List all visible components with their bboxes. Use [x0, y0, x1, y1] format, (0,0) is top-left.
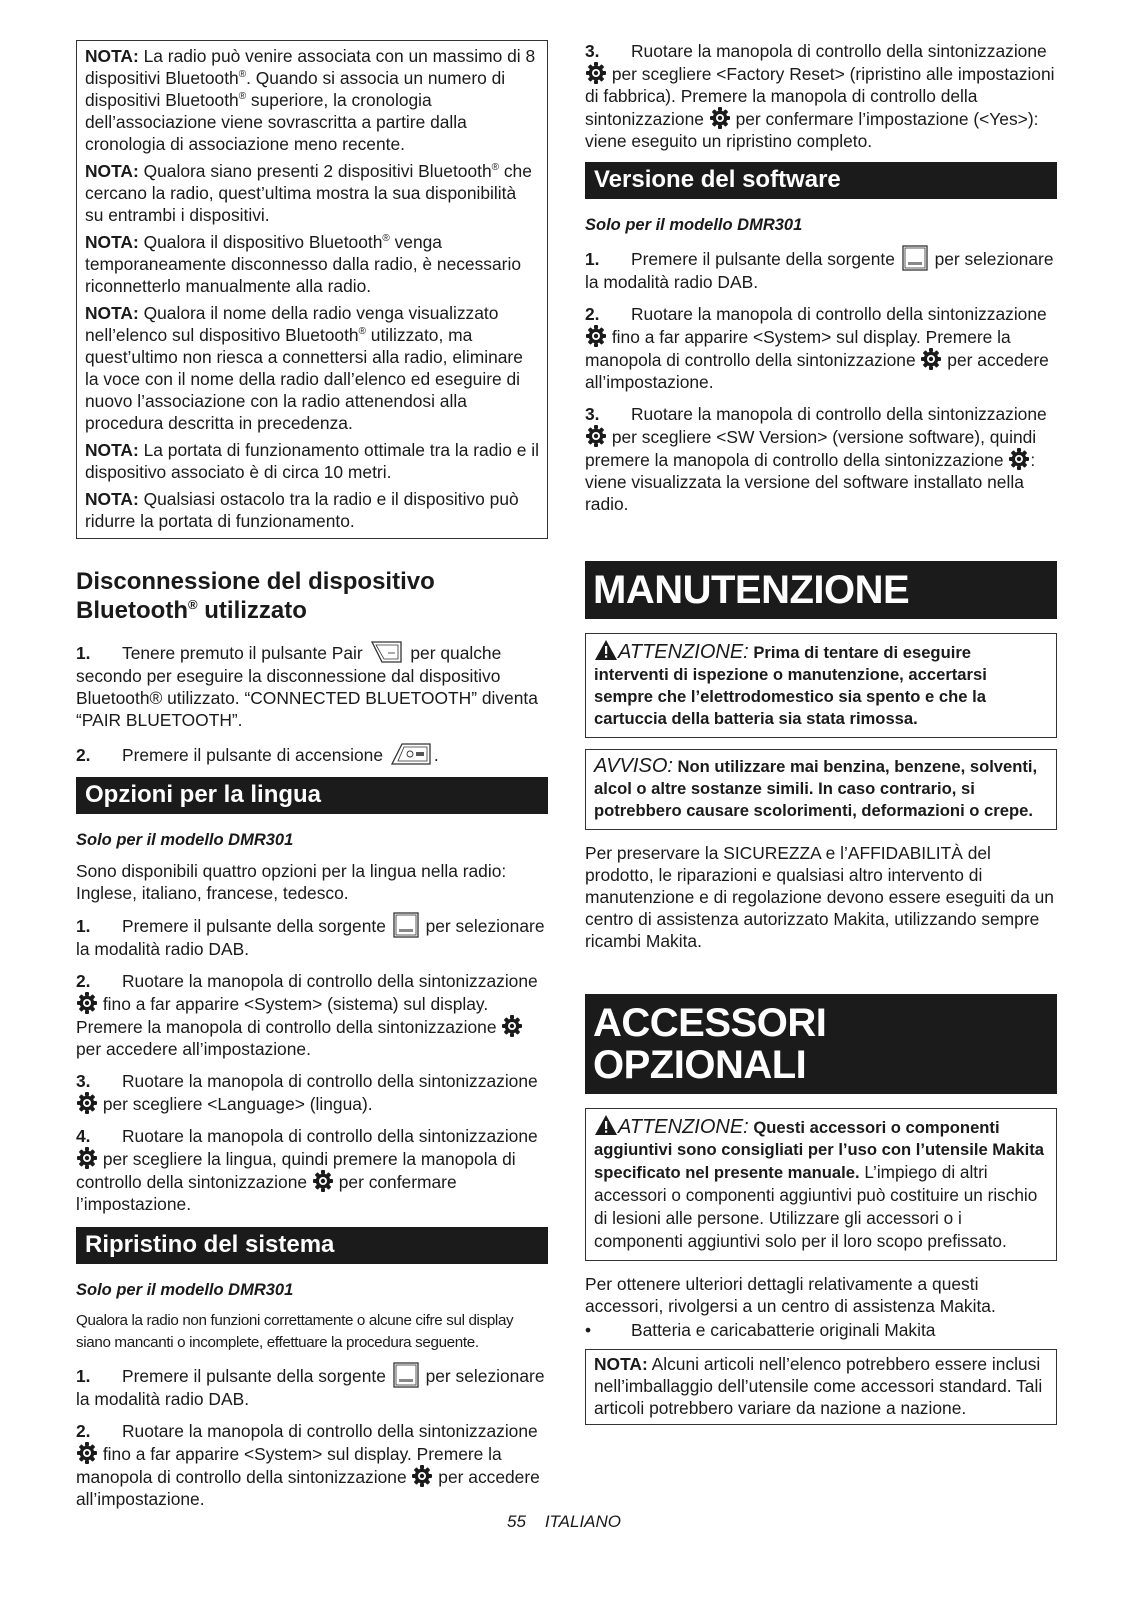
maintenance-body: Per preservare la SICUREZZA e l’AFFIDABILITÀ del prodotto, le riparazioni e qualsiasi altro intervento di manutenzione e di regolazione devono essere eseguiti da un centro di assistenza autorizzato Makita, utilizzando sempre ricambi Makita.	[585, 843, 1054, 951]
disconnect-step-1: 1. Tenere premuto il pulsante Pair per qualche secondo per eseguire la disconnessione dal dispositivo Bluetooth® utilizzato. “CONNECTED BLUETOOTH” diventa “PAIR BLUETOOTH”.	[76, 639, 548, 731]
pair-button-icon	[370, 639, 404, 665]
footer-language: ITALIANO	[544, 1512, 622, 1531]
accessories-heading: ACCESSORI OPZIONALI	[585, 994, 1057, 1094]
page-footer	[0, 1512, 1128, 1532]
left-column	[76, 40, 548, 1520]
maintenance-heading: MANUTENZIONE	[585, 561, 1057, 619]
tuning-knob-icon	[1009, 448, 1029, 470]
notes-box	[76, 40, 548, 539]
warning-triangle-icon	[594, 1114, 618, 1136]
accessories-note-box: NOTA: Alcuni articoli nell’elenco potrebbero essere inclusi nell’imballaggio dell’utensile come accessori standard. Tali articoli potrebbero variare da nazione a nazione.	[585, 1349, 1057, 1425]
reset-step-1: 1. Premere il pulsante della sorgente per selezionare la modalità radio DAB.	[76, 1362, 548, 1410]
language-step-4: 4. Ruotare la manopola di controllo della sintonizzazione per scegliere la lingua, quindi premere la manopola di controllo della sintonizzazione per confermare l’impostazione.	[76, 1126, 538, 1214]
tuning-knob-icon	[586, 425, 606, 447]
warning-text: Prima di tentare di eseguire interventi di ispezione o manutenzione, accertarsi sempre che l’elettrodomestico sia spento e che la cartuccia della batteria sia stata rimossa.	[594, 643, 987, 728]
software-step-2: 2. Ruotare la manopola di controllo della sintonizzazione fino a far apparire <System> sul display. Premere la manopola di controllo della sintonizzazione per accedere all’impostazione.	[585, 304, 1049, 392]
tuning-knob-icon	[586, 325, 606, 347]
warning-triangle-icon	[594, 639, 618, 661]
tuning-knob-icon	[586, 62, 606, 84]
warning-detail: L’impiego di altri accessori o componenti aggiuntivi può costituire un rischio di lesioni alle persone. Utilizzare gli accessori o i componenti aggiuntivi solo per il loro scopo prefissato.	[594, 1162, 1038, 1251]
source-button-icon	[902, 245, 928, 271]
language-step-1: 1. Premere il pulsante della sorgente per selezionare la modalità radio DAB.	[76, 912, 548, 960]
tuning-knob-icon	[710, 107, 730, 129]
reset-step-3: 3. Ruotare la manopola di controllo della sintonizzazione per scegliere <Factory Reset> (ripristino alle impostazioni di fabbrica). Premere la manopola di controllo della sintonizzazione per confermare l’impostazione (<Yes>): viene eseguito un ripristino completo.	[585, 41, 1055, 151]
disconnect-heading: Disconnessione del dispositivo Bluetooth® utilizzato	[76, 568, 435, 624]
tuning-knob-icon	[921, 348, 941, 370]
source-button-icon	[393, 1362, 419, 1388]
tuning-knob-icon	[77, 1442, 97, 1464]
reset-step-2: 2. Ruotare la manopola di controllo della sintonizzazione fino a far apparire <System> sul display. Premere la manopola di controllo della sintonizzazione per accedere all’impostazione.	[76, 1421, 540, 1509]
tuning-knob-icon	[77, 1147, 97, 1169]
warning-text: Questi accessori o componenti aggiuntivi sono consigliati per l’uso con l’utensile Makita specificato nel presente manuale.	[594, 1118, 1044, 1182]
language-step-3: 3. Ruotare la manopola di controllo della sintonizzazione per scegliere <Language> (lingua).	[76, 1071, 538, 1114]
disconnect-step-2: 2. Premere il pulsante di accensione .	[76, 741, 548, 767]
software-step-3: 3. Ruotare la manopola di controllo della sintonizzazione per scegliere <SW Version> (versione software), quindi premere la manopola di controllo della sintonizzazione : viene visualizzata la versione del software installato nella radio.	[585, 404, 1047, 514]
language-heading: Opzioni per la lingua	[76, 777, 548, 814]
note-5: NOTA: La portata di funzionamento ottimale tra la radio e il dispositivo associato è di circa 10 metri.	[85, 440, 539, 482]
language-intro: Sono disponibili quattro opzioni per la lingua nella radio: Inglese, italiano, francese, tedesco.	[76, 861, 507, 903]
software-heading: Versione del software	[585, 162, 1057, 199]
accessories-list-item: • Batteria e caricabatterie originali Makita	[585, 1320, 936, 1340]
language-model: Solo per il modello DMR301	[76, 831, 294, 849]
tuning-knob-icon	[77, 1092, 97, 1114]
source-button-icon	[393, 912, 419, 938]
notice-label: AVVISO:	[594, 755, 673, 777]
reset-model: Solo per il modello DMR301	[76, 1281, 294, 1299]
power-button-icon	[390, 741, 432, 767]
right-column	[585, 40, 1057, 1425]
maintenance-warning-box	[585, 633, 1057, 738]
notice-text: Non utilizzare mai benzina, benzene, solventi, alcol o altre sostanze simili. In caso contrario, si potrebbero causare scolorimenti, deformazioni o crepe.	[594, 757, 1038, 820]
warning-label: ATTENZIONE:	[618, 641, 749, 663]
language-step-2: 2. Ruotare la manopola di controllo della sintonizzazione fino a far apparire <System> (sistema) sul display. Premere la manopola di controllo della sintonizzazione per accedere all’impostazione.	[76, 971, 538, 1059]
page-number: 55	[506, 1512, 526, 1531]
reset-heading: Ripristino del sistema	[76, 1227, 548, 1264]
note-6: NOTA: Qualsiasi ostacolo tra la radio e il dispositivo può ridurre la portata di funzionamento.	[85, 489, 519, 531]
note-2: NOTA: Qualora siano presenti 2 dispositivi Bluetooth® che cercano la radio, quest’ultima mostra la sua disponibilità su entrambi i dispositivi.	[85, 161, 532, 225]
maintenance-notice-box	[585, 749, 1057, 830]
note-1: NOTA: La radio può venire associata con un massimo di 8 dispositivi Bluetooth®. Quando si associa un numero di dispositivi Bluetooth® superiore, la cronologia dell’associazione viene sovrascritta a partire dalla cronologia di associazione meno recente.	[85, 46, 536, 154]
tuning-knob-icon	[502, 1015, 522, 1037]
software-step-1: 1. Premere il pulsante della sorgente per selezionare la modalità radio DAB.	[585, 245, 1057, 293]
accessories-warning-box	[585, 1108, 1057, 1261]
accessories-body: Per ottenere ulteriori dettagli relativamente a questi accessori, rivolgersi a un centro di assistenza Makita.	[585, 1274, 996, 1316]
tuning-knob-icon	[77, 992, 97, 1014]
note-4: NOTA: Qualora il nome della radio venga visualizzato nell’elenco sul dispositivo Bluetooth® utilizzato, ma quest’ultimo non riesca a connettersi alla radio, eliminare la voce con il nome della radio dall’elenco ed eseguire di nuovo l’associazione con la radio attenendosi alla procedura descritta in precedenza.	[85, 303, 523, 433]
reset-intro: Qualora la radio non funzioni correttamente o alcune cifre sul display siano mancanti o incomplete, effettuare la procedura seguente.	[76, 1312, 514, 1351]
tuning-knob-icon	[313, 1170, 333, 1192]
note-3: NOTA: Qualora il dispositivo Bluetooth® venga temporaneamente disconnesso dalla radio, è necessario riconnetterlo manualmente alla radio.	[85, 232, 521, 296]
warning-label: ATTENZIONE:	[618, 1116, 749, 1138]
tuning-knob-icon	[412, 1465, 432, 1487]
software-model: Solo per il modello DMR301	[585, 216, 803, 234]
